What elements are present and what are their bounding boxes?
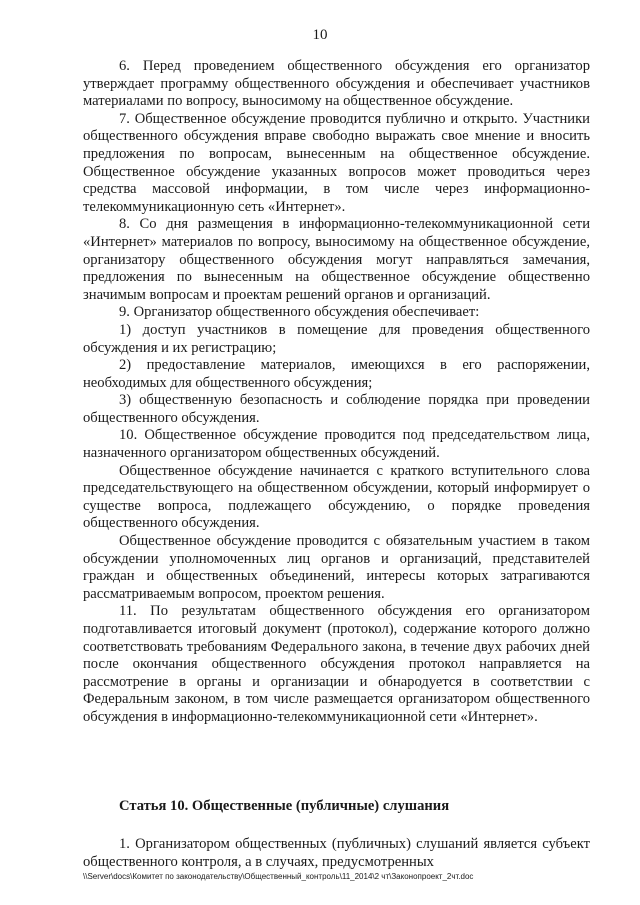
paragraph-7: 7. Общественное обсуждение проводится публично и открыто. Участники общественного обсуждения вправе свободно выражать свое мнение и вносить предложения по вопросам, вынесенным на общественное обсуждение. Общественное обсуждение указанных вопросов может проводиться через средства массовой информации, в том числе через информационно-телекоммуникационную сеть «Интернет». xyxy=(83,110,590,215)
file-path-footer: \\Server\docs\Комитет по законодательству\Общественный_контроль\11_2014\2 чт\Законопроект_2чт.doc xyxy=(83,872,474,881)
paragraph-10: 10. Общественное обсуждение проводится под председательством лица, назначенного организатором общественных обсуждений. xyxy=(83,427,590,462)
body-text xyxy=(83,58,590,727)
list-item-1: 1) доступ участников в помещение для проведения общественного обсуждения и их регистрацию; xyxy=(83,321,590,356)
list-item-3: 3) общественную безопасность и соблюдение порядка при проведении общественного обсуждения. xyxy=(83,392,590,426)
paragraph-8: 8. Со дня размещения в информационно-телекоммуникационной сети «Интернет» материалов по вопросу, выносимому на общественное обсуждение, организатору общественного обсуждения могут направляться замечания, предложения по вынесенным на общественное обсуждение общественно значимым вопросам и проектам решений органов и организаций. xyxy=(83,216,590,303)
paragraph-9: 9. Организатор общественного обсуждения обеспечивает: xyxy=(119,304,480,321)
list-item-2: 2) предоставление материалов, имеющихся в его распоряжении, необходимых для общественного обсуждения; xyxy=(83,357,590,391)
paragraph-10-opening: Общественное обсуждение начинается с краткого вступительного слова председательствующего на общественном обсуждении, который информирует о существе вопроса, подлежащего обсуждению, о порядке проведения общественного обсуждения. xyxy=(83,462,590,532)
article-paragraph-1: 1. Организатором общественных (публичных) слушаний является субъект общественного контроля, а в случаях, предусмотренных xyxy=(83,836,590,870)
page-number: 10 xyxy=(312,27,328,43)
paragraph-11: 11. По результатам общественного обсуждения его организатором подготавливается итоговый документ (протокол), содержание которого должно соответствовать требованиям Федерального закона, в течение двух рабочих дней после окончания общественного обсуждения протокол направляется на рассмотрение в органы и организации и обнародуется в соответствии с Федеральным законом, в том числе размещается организатором общественного обсуждения в информационно-телекоммуникационной сети «Интернет». xyxy=(83,603,590,725)
article-heading: Статья 10. Общественные (публичные) слушания xyxy=(119,798,450,814)
paragraph-6: 6. Перед проведением общественного обсуждения его организатор утверждает программу общественного обсуждения и обеспечивает участников материалами по вопросу, выносимому на общественное обсуждение. xyxy=(83,58,590,110)
article-body xyxy=(83,836,590,871)
paragraph-10-participation: Общественное обсуждение проводится с обязательным участием в таком обсуждении уполномоченных лиц органов и организаций, представителей граждан и общественных объединений, интересы которых затрагиваются рассматриваемым вопросом, проектом решения. xyxy=(83,533,590,602)
